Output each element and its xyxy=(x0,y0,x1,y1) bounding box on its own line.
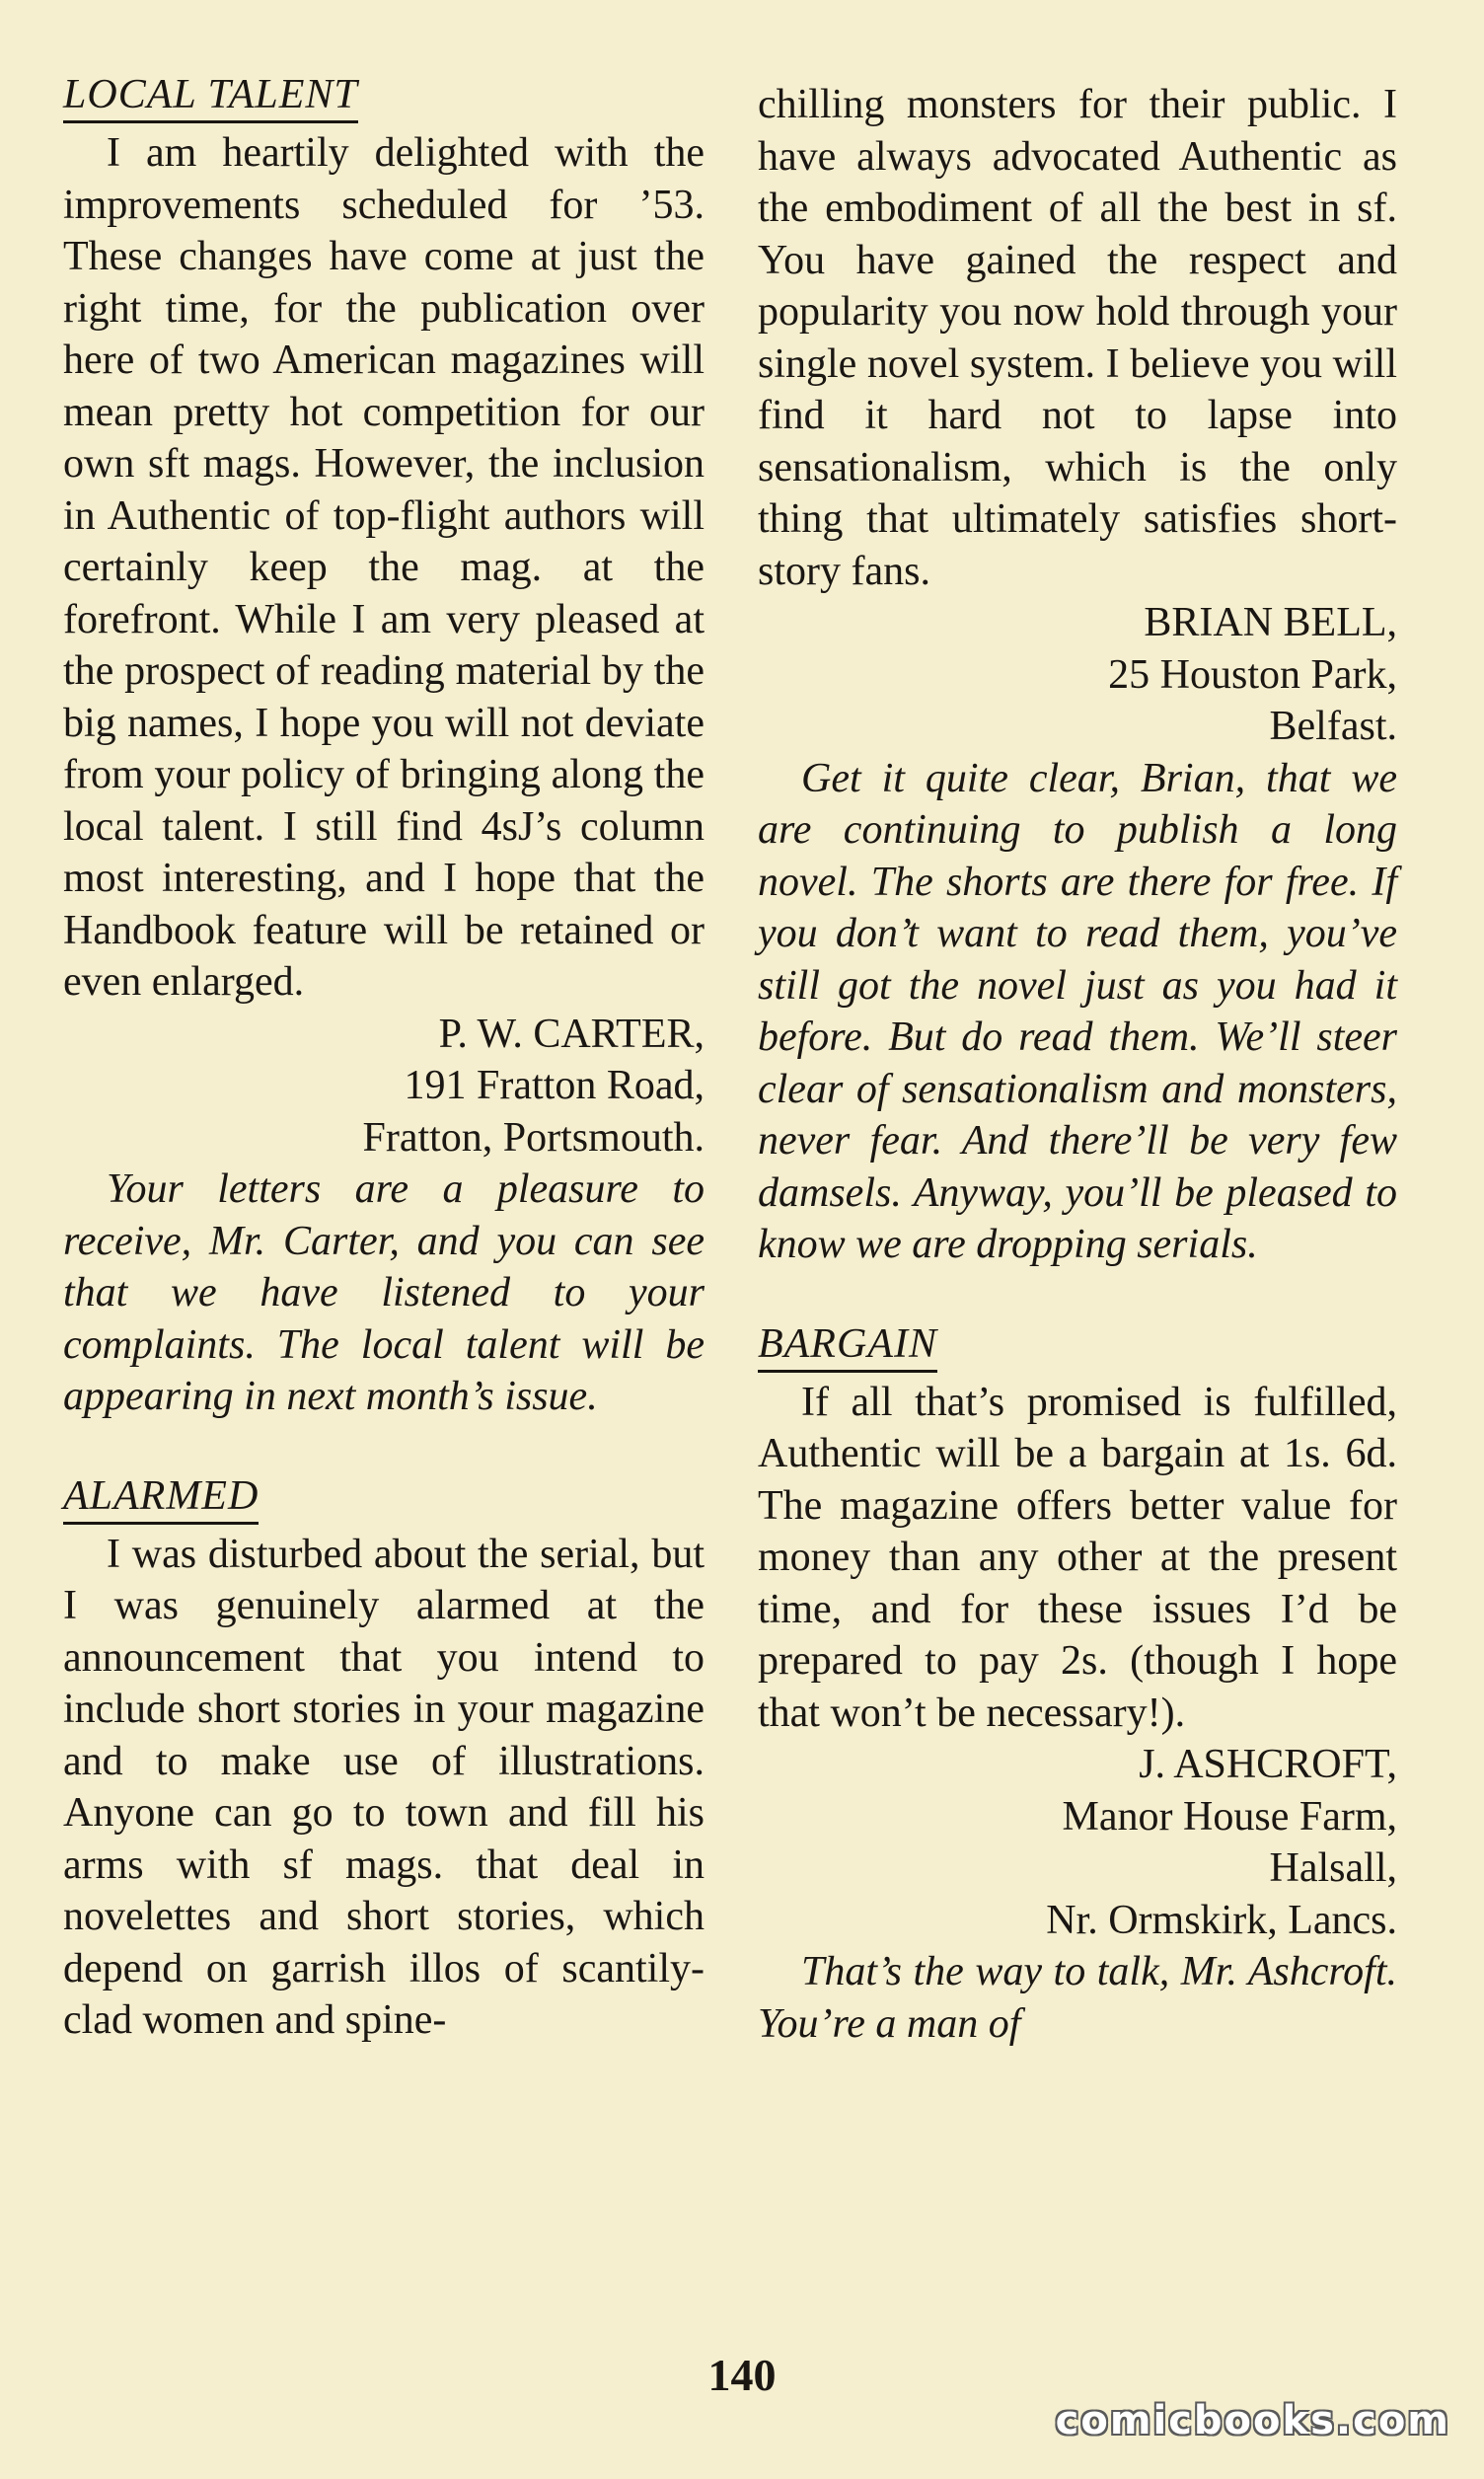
signature-name: BRIAN BELL, xyxy=(1144,600,1397,645)
signature-address: 191 Fratton Road, xyxy=(404,1063,705,1108)
left-column xyxy=(63,69,705,2047)
letter-bell: I was disturbed about the serial, but I was genuinely alarmed at the announcement that you intend to include short stories in your magazine and to make use of illustrations. Anyone can go to town and fill his arms with sf mags. that deal in novelettes and short stories, which depend on garrish illos of scantily-clad women and spine- xyxy=(63,1531,705,2043)
signature-village: Halsall, xyxy=(1269,1845,1397,1891)
letter-carter: I am heartily delighted with the improvements scheduled for ’53. These changes have come at just the right time, for the publication over here of two American magazines will mean pretty hot competition for our own sft mags. However, the inclusion in Authentic of top-flight authors will certainly keep the mag. at the forefront. While I am very pleased at the prospect of reading material by the big names, I hope you will not deviate from your policy of bringing along the local talent. I still find 4sJ’s column most interesting, and I hope that the Handbook feature will be retained or even enlarged. xyxy=(63,130,705,1005)
page-number: 140 xyxy=(707,2350,777,2400)
signature-town: Nr. Ormskirk, Lancs. xyxy=(1046,1897,1397,1943)
editor-reply-ashcroft: That’s the way to talk, Mr. Ashcroft. You’re a man of xyxy=(758,1949,1397,2047)
watermark-logo: comicbooks.com xyxy=(1055,2398,1450,2443)
signature-name: J. ASHCROFT, xyxy=(1139,1742,1397,1787)
signature-town: Belfast. xyxy=(1269,704,1397,749)
letter-ashcroft: If all that’s promised is fulfilled, Authentic will be a bargain at 1s. 6d. The magazine offers better value for money than any other at the present time, and for these issues I’d be prepared to pay 2s. (though I hope that won’t be necessary!). xyxy=(758,1379,1397,1736)
signature-address: 25 Houston Park, xyxy=(1108,651,1397,698)
signature-town: Fratton, Portsmouth. xyxy=(362,1114,705,1161)
heading-bargain: BARGAIN xyxy=(758,1320,937,1373)
signature-name: P. W. CARTER, xyxy=(438,1011,705,1057)
right-column xyxy=(758,79,1397,2050)
heading-local-talent: LOCAL TALENT xyxy=(63,71,358,123)
heading-alarmed: ALARMED xyxy=(63,1472,259,1525)
editor-reply-bell: Get it quite clear, Brian, that we are continuing to publish a long novel. The shorts are there for free. If you don’t want to read them, you’ve still got the novel just as you had it before. But do read them. We’ll steer clear of sensationalism and monsters, never fear. And there’ll be very few damsels. Anyway, you’ll be pleased to know we are dropping serials. xyxy=(758,755,1397,1267)
editor-reply-carter: Your letters are a pleasure to receive, Mr. Carter, and you can see that we have listened to your complaints. The local talent will be appearing in next month’s issue. xyxy=(63,1166,705,1419)
letter-bell-continued: chilling monsters for their public. I have always advocated Authentic as the embodiment of all the best in sf. You have gained the respect and popularity you now hold through your single novel system. I believe you will find it hard not to lapse into sensationalism, which is the only thing that ultimately satisfies short-story fans. xyxy=(758,82,1397,594)
signature-address: Manor House Farm, xyxy=(1062,1793,1397,1840)
